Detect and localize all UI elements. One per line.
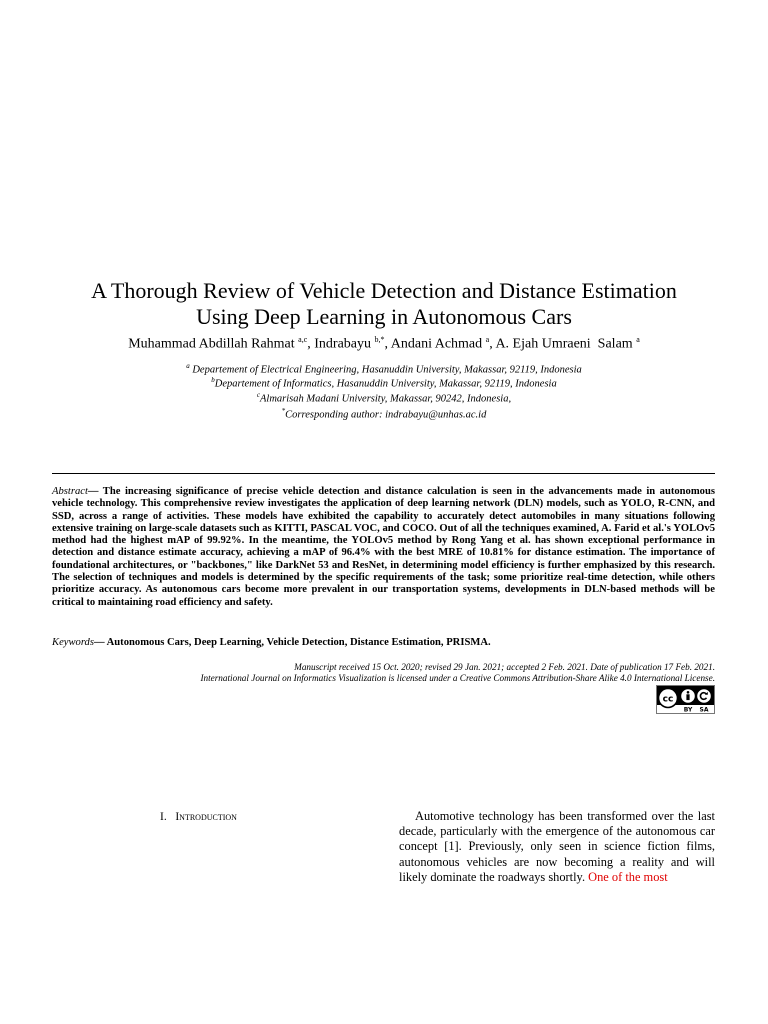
section-heading — [160, 811, 237, 823]
cc-license-badge[interactable] — [656, 685, 715, 714]
author-list: Muhammad Abdillah Rahmat $^{a,c}$, Indrabayu $^{b,*}$, Andani Achmad $^a$, A. Ejah Umraeni Salam $^a$ — [128, 335, 640, 352]
intro-text: Automotive technology has been transformed over the last decade, particularly with the emergence of the autonomous car concept [1]. Previously, only seen in science fiction films, autonomous vehicles are now becoming a reality and will likely dominate the roadways shortly. — [399, 809, 715, 884]
title-line-1: A Thorough Review of Vehicle Detection and Distance Estimation — [91, 278, 677, 303]
affiliation — [40, 405, 728, 422]
affiliation-text: Corresponding author: indrabayu@unhas.ac.id — [285, 409, 487, 421]
affiliation-mark: c — [256, 391, 260, 399]
affiliation-text: Almarisah Madani University, Makassar, 90242, Indonesia, — [259, 393, 512, 405]
affiliation-text: Departement of Informatics, Hasanuddin University, Makassar, 92119, Indonesia — [214, 378, 557, 390]
abstract-label: Abstract — [52, 486, 88, 497]
share-alike-icon — [697, 689, 712, 704]
manuscript-dates: Manuscript received 15 Oct. 2020; revised 29 Jan. 2021; accepted 2 Feb. 2021. Date of publication 17 Feb. 2021. — [294, 662, 715, 672]
section-title: Introduction — [175, 811, 237, 823]
keywords-text: — Autonomous Cars, Deep Learning, Vehicle Detection, Distance Estimation, PRISMA. — [93, 637, 491, 648]
intro-paragraph — [399, 809, 715, 885]
author-affil-mark: a — [485, 335, 490, 344]
keywords — [52, 636, 715, 649]
license-statement: International Journal on Informatics Visualization is licensed under a Creative Commons Attribution-Share Alike 4.0 International License. — [200, 673, 715, 683]
author-name: Indrabayu — [314, 336, 372, 352]
author-name: Muhammad Abdillah Rahmat — [128, 336, 295, 352]
author-affil-mark: a — [636, 335, 640, 344]
title-line-2: Using Deep Learning in Autonomous Cars — [196, 304, 572, 329]
author-name: Andani Achmad — [390, 336, 483, 352]
author-affil-mark: b,* — [374, 335, 385, 344]
manuscript-info — [52, 662, 715, 684]
author-name: A. Ejah Umraeni Salam — [495, 336, 633, 352]
by-label: BY — [683, 706, 693, 713]
sa-label: SA — [699, 706, 709, 713]
affiliation-mark: * — [281, 407, 286, 415]
author-affil-mark: a,c — [298, 335, 308, 344]
cc-logo-text: cc — [662, 694, 674, 705]
section-number: I. — [160, 811, 167, 823]
abstract-text: — The increasing significance of precise vehicle detection and distance calculation is seen in the advancements made in autonomous vehicle technology. This comprehensive review investigates the application of deep learning network (DLN) models, such as YOLO, R-CNN, and SSD, across a range of activities. These models have exhibited the capability to accurately detect automobiles in many situations following extensive training on large-scale datasets such as KITTI, PASCAL VOC, and COCO. Out of all the techniques examined, A. Farid et al.'s YOLOv5 method had the highest mAP of 99.92%. In the meantime, the YOLOv5 method by Rong Yang et al. has shown exceptional performance in detection and distance estimate accuracy, achieving a mAP of 96.4% with the best MRE of 10.81% for distance estimation. The importance of foundational architectures, or "backbones," like DarkNet 53 and ResNet, in determining model efficiency is further emphasized by this research. The selection of techniques and models is determined by the specific requirements of the task; some prioritize real-time detection, while others prioritize accuracy. As autonomous cars become more prevalent in our transportation systems, developments in DLN-based methods will be critical to maintaining road efficiency and safety. — [52, 486, 715, 608]
affiliation-mark: a — [186, 362, 190, 370]
affiliation-mark: b — [211, 376, 215, 384]
divider — [52, 473, 715, 474]
paper-title — [40, 278, 728, 330]
keywords-label: Keywords — [52, 637, 94, 648]
affiliation — [40, 389, 728, 406]
intro-highlight: One of the most — [588, 869, 668, 884]
affiliation-text: Departement of Electrical Engineering, Hasanuddin University, Makassar, 92119, Indonesia — [192, 364, 582, 376]
abstract — [52, 486, 715, 609]
